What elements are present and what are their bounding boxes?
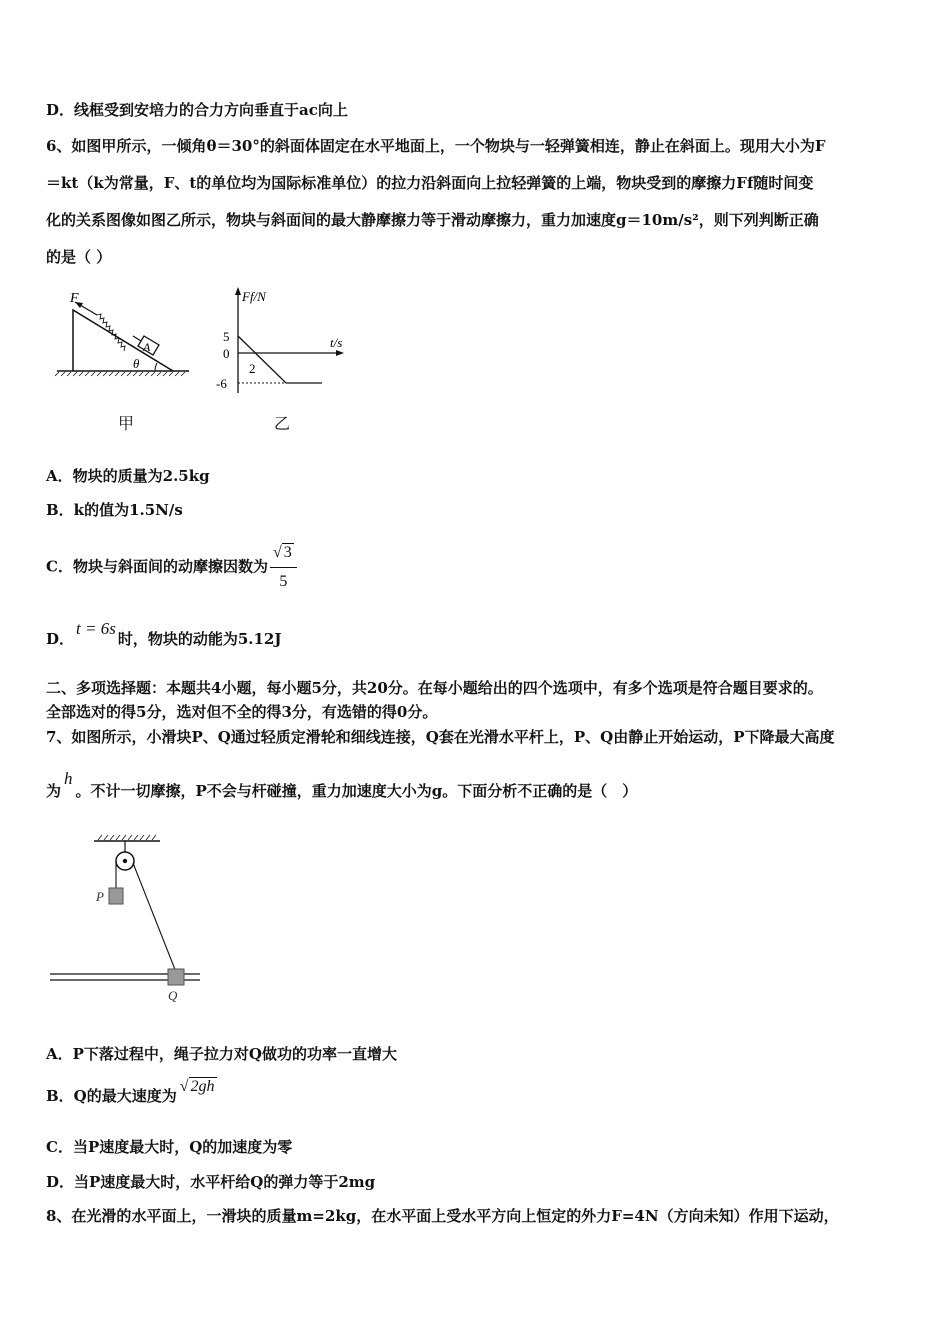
q6-option-c bbox=[46, 540, 297, 595]
q8-line-1: 8、在光滑的水平面上，一滑块的质量m=2kg，在水平面上受水平方向上恒定的外力F=4N（方向未知）作用下运动， bbox=[46, 1207, 839, 1225]
q6-option-b: B．k的值为1.5N/s bbox=[46, 501, 183, 519]
incline-figure bbox=[55, 288, 195, 388]
q7-option-c: C．当P速度最大时，Q的加速度为零 bbox=[46, 1138, 293, 1156]
q6-line-1: 6、如图甲所示，一倾角θ＝30°的斜面体固定在水平地面上，一个物块与一轻弹簧相连，静止在斜面上。现用大小为F bbox=[46, 137, 826, 155]
x-axis-label: t/s bbox=[330, 335, 343, 350]
tick-0: 0 bbox=[223, 346, 230, 361]
caption-yi: 乙 bbox=[274, 414, 291, 433]
q7-option-b-text: B．Q的最大速度为 bbox=[46, 1087, 177, 1105]
block-label: A bbox=[143, 340, 151, 354]
force-label: F bbox=[70, 291, 79, 306]
label-q: Q bbox=[168, 988, 178, 1003]
section2-line-2: 全部选对的得5分，选对但不全的得3分，有选错的得0分。 bbox=[46, 703, 438, 721]
q7-line-2-prefix: 为 bbox=[46, 782, 62, 800]
section2-line-1: 二、多项选择题：本题共4小题，每小题5分，共20分。在每小题给出的四个选项中，有多个选项是符合题目要求的。 bbox=[46, 679, 823, 697]
caption-jia: 甲 bbox=[118, 414, 135, 433]
q6-option-c-text: C．物块与斜面间的动摩擦因数为 bbox=[46, 557, 268, 576]
q7-line-2-math: h bbox=[64, 769, 73, 788]
label-p: P bbox=[96, 889, 104, 904]
angle-label: θ bbox=[133, 356, 140, 371]
y-axis-label: Ff/N bbox=[242, 289, 266, 304]
sqrt3-over-5-fraction: $\frac{√ 3}{5}$ bbox=[270, 540, 297, 595]
prev-option-d: D．线框受到安培力的合力方向垂直于ac向上 bbox=[46, 101, 348, 119]
q6-line-3: 化的关系图像如图乙所示，物块与斜面间的最大静摩擦力等于滑动摩擦力，重力加速度g＝10m/s²，则下列判断正确 bbox=[46, 211, 819, 229]
pulley-figure bbox=[48, 833, 208, 1008]
tick-neg6: -6 bbox=[216, 376, 227, 391]
q7-line-1: 7、如图所示，小滑块P、Q通过轻质定滑轮和细线连接，Q套在光滑水平杆上，P、Q由静止开始运动，P下降最大高度 bbox=[46, 728, 835, 746]
q7-option-d: D．当P速度最大时，水平杆给Q的弹力等于2mg bbox=[46, 1173, 376, 1191]
q7-option-a: A．P下落过程中，绳子拉力对Q做功的功率一直增大 bbox=[46, 1045, 397, 1063]
tick-2: 2 bbox=[249, 361, 256, 376]
q6-option-d-prefix: D． bbox=[46, 630, 75, 648]
tick-5: 5 bbox=[223, 329, 230, 344]
q7-option-b bbox=[46, 1078, 217, 1111]
q6-option-a: A．物块的质量为2.5kg bbox=[46, 467, 210, 485]
friction-time-graph bbox=[210, 285, 360, 400]
q7-line-2-rest: 。不计一切摩擦，P不会与杆碰撞，重力加速度大小为g。下面分析不正确的是（ ） bbox=[75, 782, 638, 800]
q6-line-2: ＝kt（k为常量，F、t的单位均为国际标准单位）的拉力沿斜面向上拉轻弹簧的上端，物块受到的摩擦力Ff随时间变 bbox=[46, 174, 814, 192]
q6-line-4: 的是（ ） bbox=[46, 248, 112, 266]
sqrt-2gh: √ 2gh bbox=[179, 1078, 215, 1095]
q6-option-d-text: 时，物块的动能为5.12J bbox=[117, 630, 282, 648]
q7-line-2 bbox=[46, 769, 638, 806]
q6-option-d-math: t = 6s bbox=[76, 619, 116, 638]
q6-option-d bbox=[46, 619, 282, 654]
